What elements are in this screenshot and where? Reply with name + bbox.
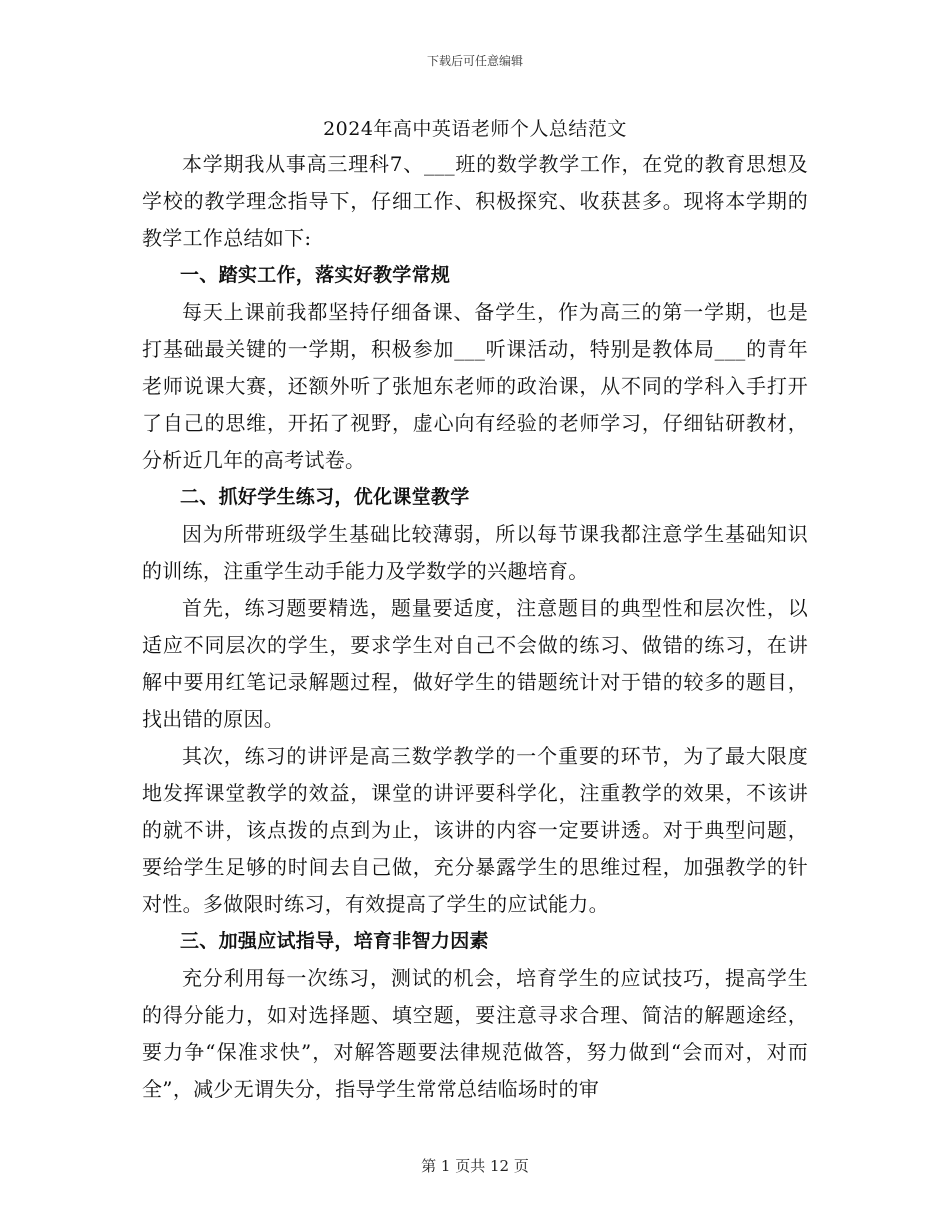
intro-paragraph: 本学期我从事高三理科7、___班的数学教学工作，在党的教育思想及学校的教学理念指导下，仔细工作、积极探究、收获甚多。现将本学期的教学工作总结如下: xyxy=(142,152,808,250)
document-title: 2024年高中英语老师个人总结范文 xyxy=(323,118,627,140)
page-header-note: 下载后可任意编辑 xyxy=(426,54,523,68)
section-1-paragraph-1: 每天上课前我都坚持仔细备课、备学生，作为高三的第一学期，也是打基础最关键的一学期，积极参加___听课活动，特别是教体局___的青年老师说课大赛，还额外听了张旭东老师的政治课，从不同的学科入手打开了自己的思维，开拓了视野，虚心向有经验的老师学习，仔细钻研教材，分析近几年的高考试卷。 xyxy=(142,300,808,472)
section-2-paragraph-1: 因为所带班级学生基础比较薄弱，所以每节课我都注意学生基础知识的训练，注重学生动手能力及学数学的兴趣培育。 xyxy=(142,522,808,583)
section-2-paragraph-2: 首先，练习题要精选，题量要适度，注意题目的典型性和层次性，以适应不同层次的学生，要求学生对自己不会做的练习、做错的练习，在讲解中要用红笔记录解题过程，做好学生的错题统计对于错的较多的题目，找出错的原因。 xyxy=(142,596,808,731)
section-2-paragraph-3: 其次，练习的讲评是高三数学教学的一个重要的环节，为了最大限度地发挥课堂教学的效益，课堂的讲评要科学化，注重教学的效果，不该讲的就不讲，该点拨的点到为止，该讲的内容一定要讲透。对于典型问题，要给学生足够的时间去自己做，充分暴露学生的思维过程，加强教学的针对性。多做限时练习，有效提高了学生的应试能力。 xyxy=(142,744,808,916)
document-page xyxy=(142,114,808,1108)
section-3-paragraph-1: 充分利用每一次练习，测试的机会，培育学生的应试技巧，提高学生的得分能力，如对选择题、填空题，要注意寻求合理、简洁的解题途经，要力争“保准求快”，对解答题要法律规范做答，努力做到“会而对，对而全”，减少无谓失分，指导学生常常总结临场时的审 xyxy=(142,966,808,1101)
section-2-heading: 二、抓好学生练习，优化课堂教学 xyxy=(180,486,470,508)
section-3-heading: 三、加强应试指导，培育非智力因素 xyxy=(180,930,489,952)
section-1-heading: 一、踏实工作，落实好教学常规 xyxy=(180,264,451,286)
page-number-footer: 第 1 页共 12 页 xyxy=(421,1157,529,1175)
